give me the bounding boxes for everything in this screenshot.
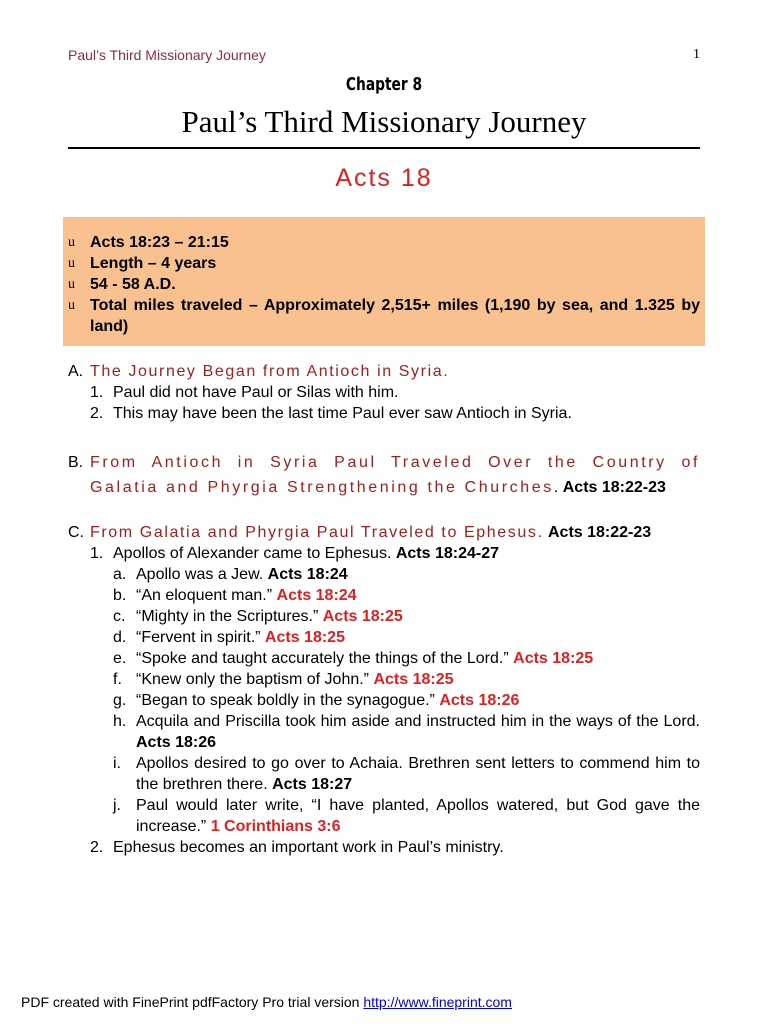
item-letter: j. — [113, 797, 121, 814]
summary-item — [68, 274, 700, 295]
summary-item — [68, 232, 700, 253]
scripture-reference: Acts 18:24 — [276, 587, 357, 604]
sub-list-item — [68, 669, 700, 690]
scripture-reference: Acts 18:22-23 — [562, 479, 666, 496]
item-letter: h. — [113, 713, 127, 730]
item-text: “Spoke and taught accurately the things of the Lord.” — [136, 650, 509, 667]
item-text: “Fervent in spirit.” — [136, 629, 261, 646]
section-heading-period: . — [553, 479, 559, 496]
section-heading-text: From Antioch in Syria Paul Traveled Over the Country of Galatia and Phyrgia Strengthening the Churches — [90, 454, 700, 496]
item-text: Paul did not have Paul or Silas with him. — [113, 384, 399, 401]
sub-list-item — [68, 795, 700, 837]
section-a-heading — [68, 361, 700, 382]
item-number: 1. — [90, 545, 104, 562]
list-item — [68, 543, 700, 564]
summary-item — [68, 295, 700, 337]
scripture-reference: Acts 18:24 — [267, 566, 348, 583]
scripture-reference: Acts 18:24-27 — [395, 545, 500, 562]
sub-list-item — [68, 648, 700, 669]
scripture-reference: Acts 18:25 — [264, 629, 345, 646]
page-subtitle: Acts 18 — [335, 164, 433, 192]
section-c — [68, 522, 700, 858]
section-letter: A. — [68, 363, 84, 380]
bullet-icon: u — [68, 256, 75, 271]
summary-item-text: 54 - 58 A.D. — [90, 276, 176, 293]
item-letter: f. — [113, 671, 122, 688]
sub-list-item — [68, 690, 700, 711]
item-letter: g. — [113, 692, 127, 709]
item-text: Acquila and Priscilla took him aside and instructed him in the ways of the Lord. — [136, 713, 700, 730]
scripture-reference: 1 Corinthians 3:6 — [210, 818, 341, 835]
list-item — [68, 382, 700, 403]
title-divider — [68, 147, 700, 149]
section-heading-text: The Journey Began from Antioch in Syria. — [90, 363, 450, 380]
item-letter: c. — [113, 608, 126, 625]
item-text: “Mighty in the Scriptures.” — [136, 608, 319, 625]
item-text: Apollos of Alexander came to Ephesus. — [113, 545, 392, 562]
item-text: This may have been the last time Paul ever saw Antioch in Syria. — [113, 405, 572, 422]
item-letter: e. — [113, 650, 127, 667]
scripture-reference: Acts 18:26 — [439, 692, 520, 709]
item-number: 1. — [90, 384, 104, 401]
list-item — [68, 403, 700, 424]
section-heading-text: From Galatia and Phyrgia Paul Traveled to Ephesus. — [90, 524, 544, 541]
item-text: Paul would later write, “I have planted, Apollos watered, but God gave the increase.” — [136, 797, 700, 835]
item-letter: b. — [113, 587, 127, 604]
footer-text: PDF created with FinePrint pdfFactory Pro trial version — [21, 994, 360, 1010]
sub-list-item — [68, 753, 700, 795]
scripture-reference: Acts 18:25 — [513, 650, 594, 667]
running-header-title: Paul’s Third Missionary Journey — [68, 47, 266, 63]
page-number: 1 — [693, 47, 700, 62]
bullet-icon: u — [68, 298, 75, 313]
bullet-icon: u — [68, 277, 75, 292]
summary-box — [63, 217, 705, 346]
scripture-reference: Acts 18:25 — [373, 671, 454, 688]
sub-list-item — [68, 627, 700, 648]
scripture-reference: Acts 18:22-23 — [547, 524, 652, 541]
item-text: “Began to speak boldly in the synagogue.” — [136, 692, 435, 709]
footer-link[interactable]: http://www.fineprint.com — [363, 994, 512, 1010]
bullet-icon: u — [68, 235, 75, 250]
summary-list — [68, 232, 700, 337]
section-letter: C. — [68, 524, 84, 541]
section-c-heading — [68, 522, 700, 543]
item-letter: i. — [113, 755, 121, 772]
chapter-label: Chapter 8 — [345, 74, 423, 95]
sub-list-item — [68, 585, 700, 606]
summary-item — [68, 253, 700, 274]
section-letter: B. — [68, 454, 84, 471]
list-item — [68, 837, 700, 858]
item-text: Apollos desired to go over to Achaia. Brethren sent letters to commend him to the brethren there. — [136, 755, 700, 793]
section-b-heading — [68, 450, 700, 500]
scripture-reference: Acts 18:26 — [136, 734, 217, 751]
pdf-footer — [21, 994, 512, 1010]
summary-item-text: Acts 18:23 – 21:15 — [90, 234, 229, 251]
item-letter: a. — [113, 566, 127, 583]
scripture-reference: Acts 18:27 — [272, 776, 353, 793]
scripture-reference: Acts 18:25 — [322, 608, 403, 625]
item-letter: d. — [113, 629, 127, 646]
sub-list-item — [68, 711, 700, 753]
summary-item-text: Total miles traveled – Approximately 2,515+ miles (1,190 by sea, and 1.325 by land) — [90, 297, 700, 335]
item-number: 2. — [90, 405, 104, 422]
item-text: “An eloquent man.” — [136, 587, 273, 604]
item-text: Ephesus becomes an important work in Paul’s ministry. — [113, 839, 504, 856]
sub-list-item — [68, 606, 700, 627]
item-number: 2. — [90, 839, 104, 856]
item-text: Apollo was a Jew. — [136, 566, 264, 583]
summary-item-text: Length – 4 years — [90, 255, 217, 272]
page-title: Paul’s Third Missionary Journey — [181, 104, 587, 139]
item-text: “Knew only the baptism of John.” — [136, 671, 370, 688]
section-a — [68, 361, 700, 424]
sub-list-item — [68, 564, 700, 585]
section-b — [68, 450, 700, 500]
